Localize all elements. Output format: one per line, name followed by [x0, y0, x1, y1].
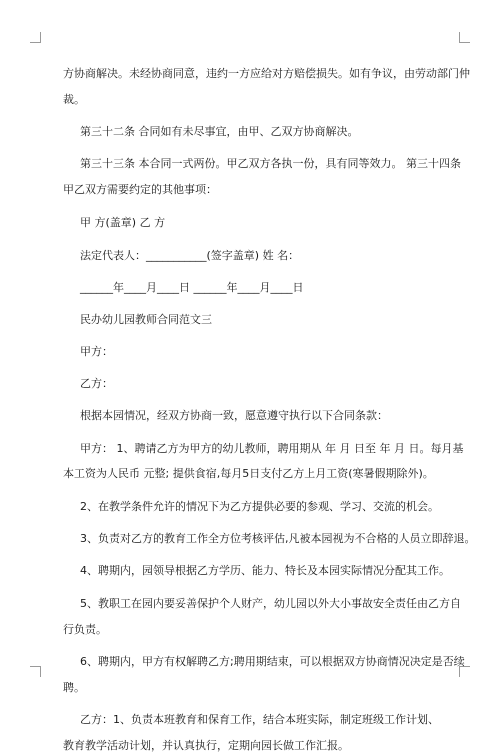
clause-a6-line2: 聘。	[63, 681, 85, 694]
signature-representative: 法定代表人：___________(签字盖章) 姓 名：	[80, 249, 300, 262]
clause-b1-line2: 教育教学活动计划，并认真执行，定期向园长做工作汇报。	[63, 739, 349, 752]
clause-a5-line2: 行负责。	[63, 623, 107, 636]
party-b-label: 乙方：	[80, 377, 113, 390]
preamble: 根据本园情况，经双方协商一致，愿意遵守执行以下合同条款：	[80, 409, 388, 422]
article-33: 第三十三条 本合同一式两份。甲乙双方各执一份，具有同等效力。 第三十四条	[80, 157, 461, 170]
clause-b1-line1: 乙方：1、负责本班教育和保育工作，结合本班实际，制定班级工作计划、	[80, 713, 439, 726]
clause-a2: 2、在教学条件允许的情况下为乙方提供必要的参观、学习、交流的机会。	[80, 500, 439, 513]
paragraph-line: 甲乙双方需要约定的其他事项：	[63, 183, 217, 196]
clause-a4: 4、聘期内，园领导根据乙方学历、能力、特长及本园实际情况分配其工作。	[80, 564, 450, 577]
signature-dates: ______年____月____日 ______年____月____日	[80, 281, 304, 294]
crop-mark-bottom-left	[30, 666, 41, 677]
crop-mark-top-right	[459, 32, 470, 43]
clause-a1-line1: 甲方： 1、聘请乙方为甲方的幼儿教师，聘用期从 年 月 日至 年 月 日。每月基	[80, 442, 464, 455]
section-title: 民办幼儿园教师合同范文三	[80, 313, 212, 326]
clause-a3: 3、负责对乙方的教育工作全方位考核评估,凡被本园视为不合格的人员立即辞退。	[80, 532, 476, 545]
clause-a5-line1: 5、教职工在园内要妥善保护个人财产，幼儿园以外大小事故安全责任由乙方自	[80, 597, 461, 610]
party-a-label: 甲方：	[80, 345, 113, 358]
clause-a6-line1: 6、聘期内，甲方有权解聘乙方;聘用期结束，可以根据双方协商情况决定是否续	[80, 655, 465, 668]
clause-a1-line2: 本工资为人民币 元整; 提供食宿,每月5日支付乙方上月工资(寒暑假期除外)。	[63, 467, 434, 480]
paragraph-line: 方协商解决。未经协商同意，违约一方应给对方赔偿损失。如有争议，由劳动部门仲	[63, 67, 470, 80]
signature-parties: 甲 方(盖章) 乙 方	[80, 216, 166, 229]
crop-mark-top-left	[30, 32, 41, 43]
article-32: 第三十二条 合同如有未尽事宜，由甲、乙双方协商解决。	[80, 125, 359, 138]
paragraph-line: 裁。	[63, 93, 85, 106]
